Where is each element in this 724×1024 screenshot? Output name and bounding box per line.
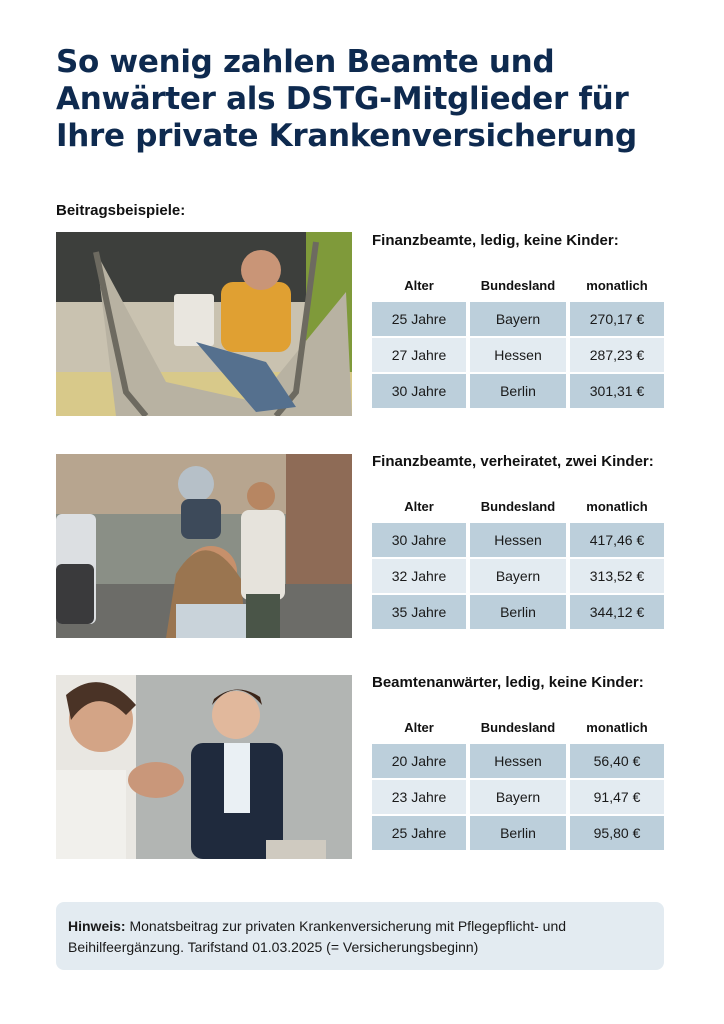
table-row <box>372 595 664 629</box>
cell-monthly: 313,52 € <box>570 559 664 593</box>
table-header <box>372 491 664 521</box>
cell-age: 23 Jahre <box>372 780 466 814</box>
note-text: Monatsbeitrag zur privaten Krankenversicherung mit Pflegepflicht- und Beihilfeergänzung. Tarifstand 01.03.2025 (= Versicherungsbeginn) <box>68 918 567 955</box>
premium-table <box>372 270 664 408</box>
section-heading: Finanzbeamte, verheiratet, zwei Kinder: <box>372 453 654 470</box>
cell-state: Hessen <box>470 523 566 557</box>
header-monthly: monatlich <box>586 719 648 735</box>
table-row <box>372 744 664 778</box>
header-monthly: monatlich <box>586 498 648 514</box>
table-row <box>372 816 664 850</box>
cell-age: 35 Jahre <box>372 595 466 629</box>
photo-family-on-street <box>56 454 352 638</box>
header-state: Bundesland <box>480 498 556 514</box>
cell-monthly: 95,80 € <box>570 816 664 850</box>
cell-age: 27 Jahre <box>372 338 466 372</box>
note-box <box>56 902 664 970</box>
cell-state: Bayern <box>470 559 566 593</box>
cell-state: Hessen <box>470 338 566 372</box>
table-row <box>372 523 664 557</box>
cell-age: 30 Jahre <box>372 374 466 408</box>
cell-monthly: 287,23 € <box>570 338 664 372</box>
table-row <box>372 559 664 593</box>
cell-age: 25 Jahre <box>372 302 466 336</box>
table-header <box>372 270 664 300</box>
header-monthly: monatlich <box>586 277 648 293</box>
page-title: So wenig zahlen Beamte und Anwärter als DSTG-Mitglieder für Ihre private Krankenversicherung <box>56 44 637 154</box>
cell-state: Bayern <box>470 780 566 814</box>
table-row <box>372 780 664 814</box>
cell-monthly: 344,12 € <box>570 595 664 629</box>
cell-state: Bayern <box>470 302 566 336</box>
premium-table <box>372 712 664 850</box>
examples-label: Beitragsbeispiele: <box>56 202 186 219</box>
cell-monthly: 301,31 € <box>570 374 664 408</box>
table-row <box>372 302 664 336</box>
cell-monthly: 270,17 € <box>570 302 664 336</box>
cell-monthly: 56,40 € <box>570 744 664 778</box>
table-row <box>372 338 664 372</box>
cell-monthly: 417,46 € <box>570 523 664 557</box>
header-state: Bundesland <box>480 719 556 735</box>
table-row <box>372 374 664 408</box>
cell-age: 20 Jahre <box>372 744 466 778</box>
table-header <box>372 712 664 742</box>
cell-age: 25 Jahre <box>372 816 466 850</box>
cell-state: Hessen <box>470 744 566 778</box>
header-age: Alter <box>404 498 434 514</box>
section-heading: Finanzbeamte, ledig, keine Kinder: <box>372 232 619 249</box>
note-label: Hinweis: <box>68 918 130 934</box>
photo-young-man-talking <box>56 675 352 859</box>
premium-table <box>372 491 664 629</box>
cell-state: Berlin <box>470 595 566 629</box>
header-age: Alter <box>404 719 434 735</box>
header-state: Bundesland <box>480 277 556 293</box>
cell-state: Berlin <box>470 374 566 408</box>
cell-age: 32 Jahre <box>372 559 466 593</box>
header-age: Alter <box>404 277 434 293</box>
cell-age: 30 Jahre <box>372 523 466 557</box>
section-heading: Beamtenanwärter, ledig, keine Kinder: <box>372 674 644 691</box>
cell-state: Berlin <box>470 816 566 850</box>
cell-monthly: 91,47 € <box>570 780 664 814</box>
photo-man-in-hammock <box>56 232 352 416</box>
